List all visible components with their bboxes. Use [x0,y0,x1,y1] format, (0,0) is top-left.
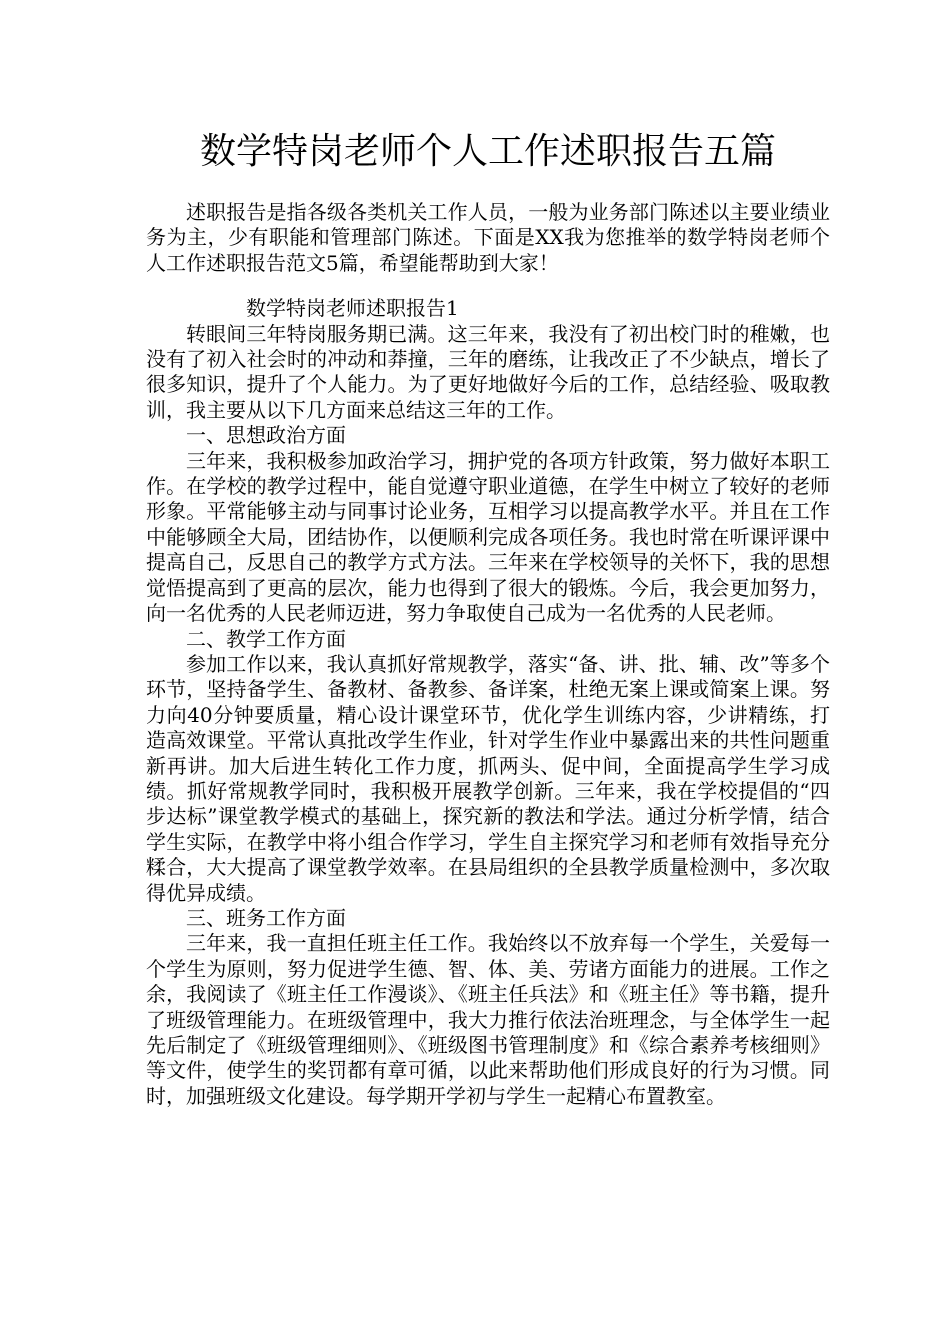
section-heading-class-affairs: 三、班务工作方面 [186,905,346,930]
section-heading-political: 一、思想政治方面 [186,423,346,448]
political-paragraph: 三年来，我积极参加政治学习，拥护党的各项方针政策，努力做好本职工作。在学校的教学过程中，能自觉遵守职业道德，在学生中树立了较好的老师形象。平常能够主动与同事讨论业务，互相学习以提高教学水平。并且在工作中能够顾全大局，团结协作，以便顺利完成各项任务。我也时常在听课评课中提高自己，反思自己的教学方式方法。三年来在学校领导的关怀下，我的思想觉悟提高到了更高的层次，能力也得到了很大的锻炼。今后，我会更加努力，向一名优秀的人民老师迈进，努力争取使自己成为一名优秀的人民老师。 [146,448,830,626]
document-page [146,0,830,1109]
section-heading-teaching: 二、教学工作方面 [186,626,346,651]
document-body [146,200,830,1109]
report-title: 数学特岗老师述职报告1 [246,296,459,321]
document-title: 数学特岗老师个人工作述职报告五篇 [199,131,776,172]
opening-paragraph: 转眼间三年特岗服务期已满。这三年来，我没有了初出校门时的稚嫩，也没有了初入社会时的冲动和莽撞，三年的磨练，让我改正了不少缺点，增长了很多知识，提升了个人能力。为了更好地做好今后的工作，总结经验、吸取教训，我主要从以下几方面来总结这三年的工作。 [146,321,830,422]
class-affairs-paragraph: 三年来，我一直担任班主任工作。我始终以不放弃每一个学生，关爱每一个学生为原则，努力促进学生德、智、体、美、劳诸方面能力的进展。工作之余，我阅读了《班主任工作漫谈》、《班主任兵法》和《班主任》等书籍，提升了班级管理能力。在班级管理中，我大力推行依法治班理念，与全体学生一起先后制定了《班级管理细则》、《班级图书管理制度》和《综合素养考核细则》等文件，使学生的奖罚都有章可循，以此来帮助他们形成良好的行为习惯。同时，加强班级文化建设。每学期开学初与学生一起精心布置教室。 [146,931,830,1108]
intro-paragraph: 述职报告是指各级各类机关工作人员，一般为业务部门陈述以主要业绩业务为主，少有职能和管理部门陈述。下面是XX我为您推举的数学特岗老师个人工作述职报告范文5篇，希望能帮助到大家！ [146,200,830,275]
teaching-paragraph: 参加工作以来，我认真抓好常规教学，落实“备、讲、批、辅、改”等多个环节，坚持备学生、备教材、备教参、备详案，杜绝无案上课或简案上课。努力向40分钟要质量，精心设计课堂环节，优化学生训练内容，少讲精练，打造高效课堂。平常认真批改学生作业，针对学生作业中暴露出来的共性问题重新再讲。加大后进生转化工作力度，抓两头、促中间，全面提高学生学习成绩。抓好常规教学同时，我积极开展教学创新。三年来，我在学校提倡的“四步达标”课堂教学模式的基础上，探究新的教法和学法。通过分析学情，结合学生实际，在教学中将小组合作学习，学生自主探究学习和老师有效指导充分糅合，大大提高了课堂教学效率。在县局组织的全县教学质量检测中，多次取得优异成绩。 [146,651,830,905]
